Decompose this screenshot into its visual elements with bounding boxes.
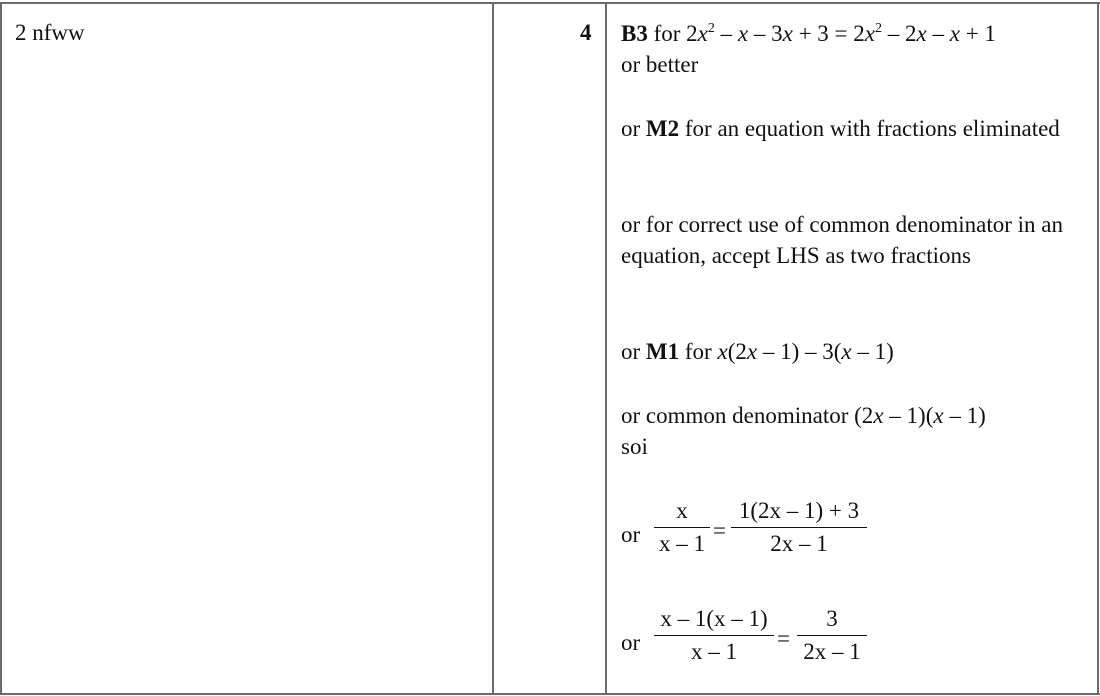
equation-2-lhs-fraction [654,606,774,665]
table-border-right [1097,2,1099,695]
mark-code-m2: M2 [645,116,680,141]
equation-2-lhs-denominator: x – 1 [691,639,737,664]
equation-1-lhs-numerator: x [676,498,688,523]
guidance-m2: or M2 for an equation with fractions eliminated [621,116,1060,141]
table-border-bottom [0,693,1100,695]
equation-2-rhs-denominator: 2x – 1 [803,639,861,664]
equation-1-lhs-fraction [654,498,710,557]
equation-2-rhs-fraction [797,606,867,665]
equation-1-rhs-fraction [731,498,867,557]
soi-note: soi [621,434,648,459]
column-divider-answer [492,2,494,695]
equation-2-or: or [621,630,641,655]
equation-1-rhs-denominator: 2x – 1 [770,531,828,556]
b3-or-better: or better [621,52,699,77]
equation-1-lhs-denominator: x – 1 [659,531,705,556]
equation-1-rhs-numerator: 1(2x – 1) + 3 [738,498,860,523]
column-divider-marks [605,2,607,695]
mark-code-b3: B3 [621,21,648,46]
guidance-common-denominator-alt: or for correct use of common denominator in an equation, accept LHS as two fractions [621,212,1063,268]
mark-code-m1: M1 [645,339,680,364]
equation-1-or: or [621,522,641,547]
marks-cell: 4 [580,20,592,45]
equation-1-equals: = [713,518,726,543]
guidance-m1: or M1 for x(2x – 1) – 3(x – 1) [621,339,894,364]
table-border-top [0,2,1100,4]
equation-2-lhs-numerator: x – 1(x – 1) [660,606,768,631]
answer-cell: 2 nfww [15,20,85,45]
guidance-common-denominator: or common denominator (2x – 1)(x – 1) soi [621,403,986,459]
equation-2-equals: = [777,626,790,651]
table-border-left [0,2,2,695]
guidance-b3: B3 for $2x^2 - x - 3x + 3 = 2x^2 - 2x - x + 1$ or better [621,21,996,77]
equation-2-rhs-numerator: 3 [826,606,838,631]
